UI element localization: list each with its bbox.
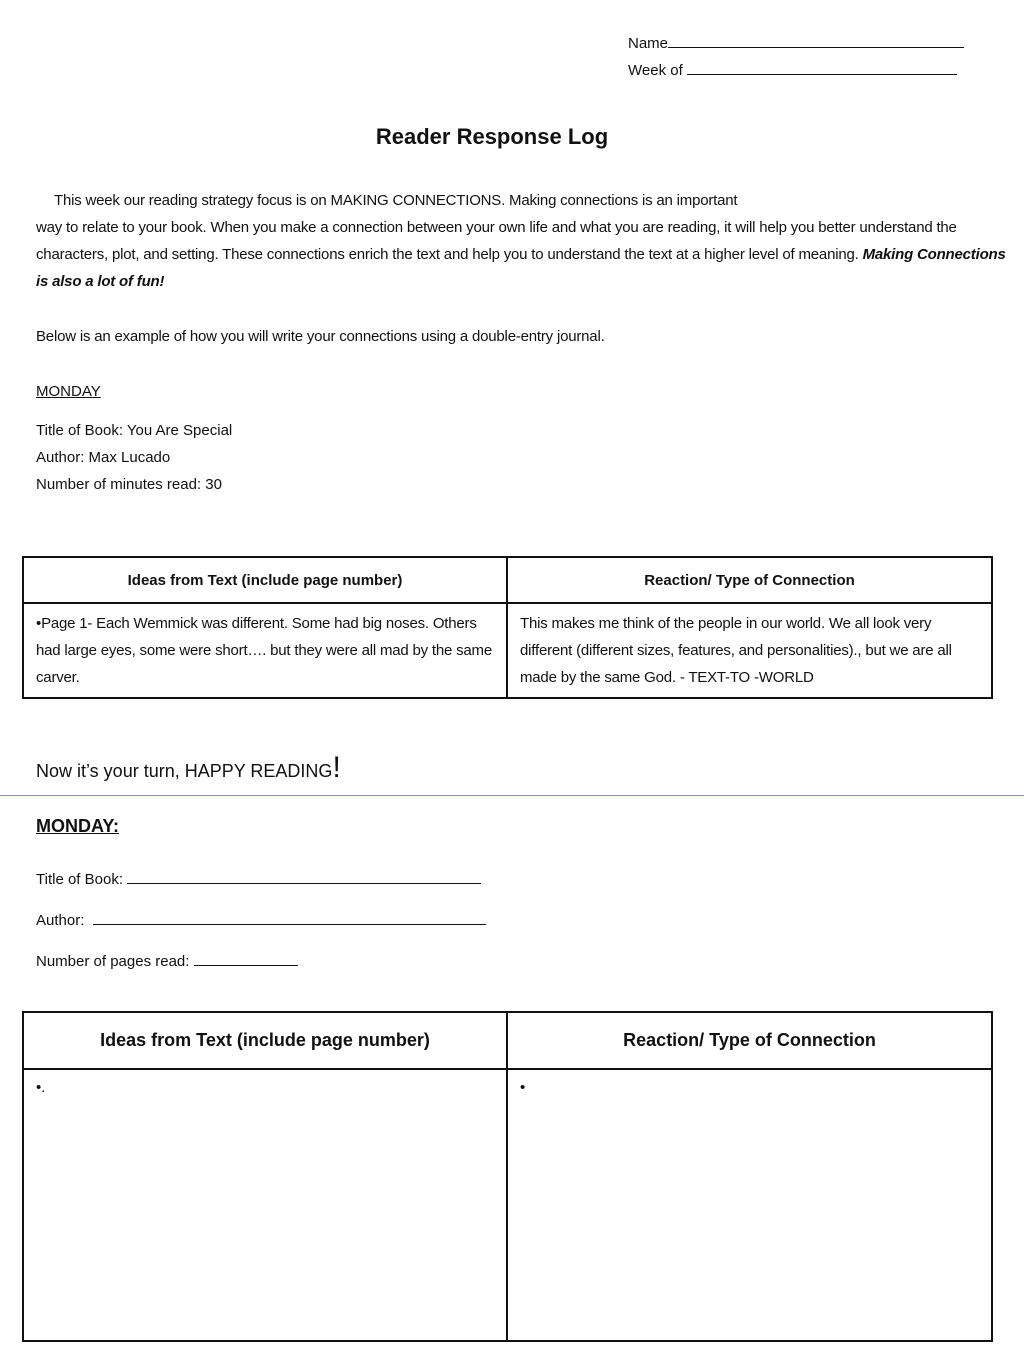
- entry-title-field[interactable]: [36, 866, 481, 893]
- entry-title-label: Title of Book:: [36, 871, 123, 888]
- example-day-heading: MONDAY: [36, 383, 101, 400]
- bullet: •: [520, 1079, 526, 1096]
- example-minutes: Number of minutes read: 30: [36, 476, 222, 493]
- section-divider: [0, 795, 1024, 796]
- entry-pages-blank[interactable]: [194, 951, 298, 966]
- name-label: Name: [628, 35, 669, 52]
- entry-col1-cell[interactable]: [23, 1069, 507, 1341]
- entry-col2-header: Reaction/ Type of Connection: [507, 1012, 992, 1069]
- turn-bang: !: [332, 751, 341, 784]
- entry-day-heading: MONDAY:: [36, 816, 120, 836]
- week-label: Week of: [628, 62, 683, 79]
- week-blank: [687, 60, 957, 75]
- page-title: Reader Response Log: [375, 124, 609, 149]
- entry-table: [22, 1011, 993, 1342]
- entry-pages-label: Number of pages read:: [36, 953, 190, 970]
- example-col1-cell: [23, 603, 507, 698]
- week-field: [628, 60, 957, 81]
- bullet: •: [36, 1079, 42, 1096]
- turn-line: [36, 748, 341, 791]
- example-col1-header: Ideas from Text (include page number): [23, 557, 507, 603]
- bullet: •: [36, 615, 42, 632]
- entry-col1-header: Ideas from Text (include page number): [23, 1012, 507, 1069]
- intro-line1: This week our reading strategy focus is on MAKING CONNECTIONS. Making connections is an important: [54, 192, 738, 209]
- intro-emphasis: Making Connections is also a lot of fun!: [36, 246, 1006, 290]
- entry-author-field[interactable]: [36, 907, 486, 934]
- example-intro: Below is an example of how you will write your connections using a double-entry journal.: [36, 328, 605, 345]
- turn-text: Now it’s your turn, HAPPY READING: [36, 761, 333, 781]
- intro-paragraph: [36, 187, 1016, 295]
- name-field: [628, 33, 964, 54]
- example-col2-cell: [507, 603, 992, 698]
- entry-title-blank[interactable]: [127, 869, 481, 884]
- example-reaction-text: This makes me think of the people in our world. We all look very different (different sizes, features, and personalities)., but we are all made by the same God. - TEXT-TO -WORLD: [520, 615, 952, 686]
- example-table: [22, 556, 993, 699]
- entry-author-label: Author:: [36, 912, 85, 929]
- example-author: Author: Max Lucado: [36, 449, 171, 466]
- entry-author-blank[interactable]: [93, 910, 486, 925]
- intro-body: way to relate to your book. When you make a connection between your own life and what you are reading, it will help you better understand the characters, plot, and setting. These connections enrich the text and help you to understand the text at a higher level of meaning.: [36, 219, 957, 263]
- entry-pages-field[interactable]: [36, 948, 298, 975]
- example-book-title: Title of Book: You Are Special: [36, 422, 233, 439]
- entry-col2-cell[interactable]: [507, 1069, 992, 1341]
- name-blank: [668, 33, 964, 48]
- example-idea-text: Page 1- Each Wemmick was different. Some had big noses. Others had large eyes, some were short…. but they were all mad by the same carver.: [36, 615, 492, 686]
- example-col2-header: Reaction/ Type of Connection: [507, 557, 992, 603]
- entry-idea-text: .: [41, 1079, 46, 1096]
